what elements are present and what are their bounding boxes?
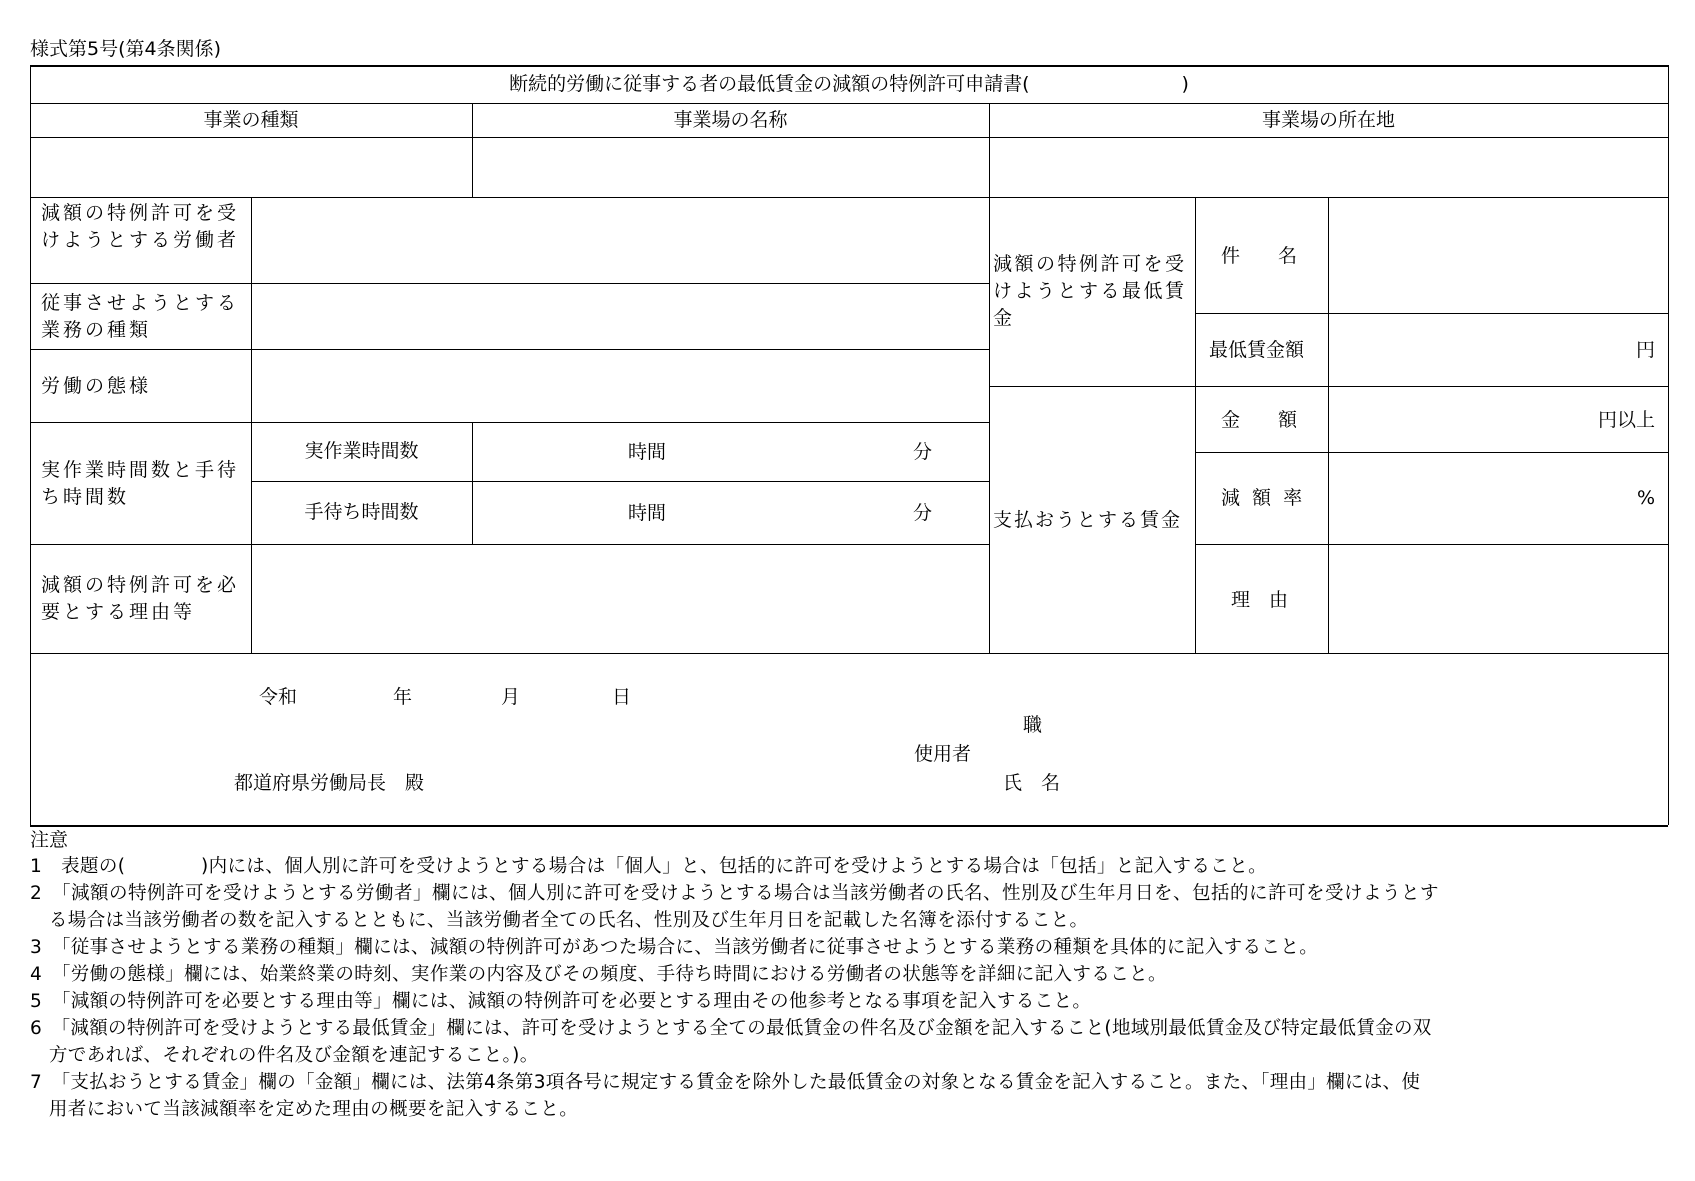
label-worker: 減額の特例許可を受けようとする労働者 bbox=[41, 202, 240, 251]
note-line: 用者において当該減額率を定めた理由の概要を記入すること。 bbox=[30, 1099, 579, 1120]
label-standby-hours: 手待ち時間数 bbox=[304, 501, 419, 524]
label-position: 職 bbox=[1023, 714, 1043, 736]
label-min-wage-amount: 最低賃金額 bbox=[1209, 339, 1305, 361]
task-field[interactable] bbox=[252, 284, 988, 348]
label-employer: 使用者 bbox=[914, 743, 972, 765]
workplace-address-field[interactable] bbox=[990, 138, 1667, 196]
note-line: 7 「支払おうとする賃金」欄の「金額」欄には、法第4条第3項各号に規定する賃金を除外した最低賃金の対象となる賃金を記入すること。また、「理由」欄には、使 bbox=[30, 1072, 1421, 1093]
note-line: 6 「減額の特例許可を受けようとする最低賃金」欄には、許可を受けようとする全ての最低賃金の件名及び金額を記入すること(地域別最低賃金及び特定最低賃金の双 bbox=[30, 1018, 1432, 1039]
worker-field[interactable] bbox=[252, 198, 988, 282]
label-wage-reason: 理 由 bbox=[1231, 589, 1289, 611]
business-type-field[interactable] bbox=[31, 138, 471, 196]
form-number: 様式第5号(第4条関係) bbox=[30, 38, 222, 60]
yen-unit: 円 bbox=[1635, 339, 1655, 361]
note-line: る場合は当該労働者の数を記入するとともに、当該労働者全ての氏名、性別及び生年月日を記載した名簿を添付すること。 bbox=[30, 910, 1089, 931]
note-line: 2 「減額の特例許可を受けようとする労働者」欄には、個人別に許可を受けようとする場合は当該労働者の氏名、性別及び生年月日を、包括的に許可を受けようとす bbox=[30, 883, 1440, 904]
case-name-field[interactable] bbox=[1329, 198, 1667, 312]
note-line: 4 「労働の態様」欄には、始業終業の時刻、実作業の内容及びその頻度、手待ち時間における労働者の状態等を詳細に記入すること。 bbox=[30, 964, 1167, 985]
actual-minute-unit: 分 bbox=[913, 441, 933, 463]
label-case-name: 件 名 bbox=[1221, 245, 1298, 267]
percent-unit: % bbox=[1636, 487, 1655, 509]
note-line: 1 表題の( )内には、個人別に許可を受けようとする場合は「個人」と、包括的に許可を受けようとする場合は「包括」と記入すること。 bbox=[30, 856, 1268, 877]
yen-or-more-unit: 円以上 bbox=[1597, 409, 1655, 431]
work-mode-field[interactable] bbox=[252, 350, 988, 421]
note-line: 5 「減額の特例許可を必要とする理由等」欄には、減額の特例許可を必要とする理由その他参考となる事項を記入すること。 bbox=[30, 991, 1092, 1012]
standby-hour-unit: 時間 bbox=[628, 502, 667, 524]
label-task: 従事させようとする業務の種類 bbox=[41, 292, 240, 341]
header-business-type: 事業の種類 bbox=[203, 108, 299, 131]
addressee: 都道府県労働局長 殿 bbox=[234, 772, 425, 794]
label-wage-to-pay: 支払おうとする賃金 bbox=[993, 509, 1183, 531]
label-name: 氏 名 bbox=[1003, 772, 1061, 794]
header-workplace-address: 事業場の所在地 bbox=[1261, 108, 1395, 131]
wage-reason-field[interactable] bbox=[1329, 545, 1667, 652]
actual-hour-unit: 時間 bbox=[628, 441, 667, 463]
standby-minute-unit: 分 bbox=[913, 502, 933, 524]
date-year: 年 bbox=[393, 686, 413, 708]
date-month: 月 bbox=[501, 686, 521, 708]
date-era: 令和 bbox=[259, 686, 298, 708]
form-title: 断続的労働に従事する者の最低賃金の減額の特例許可申請書( ) bbox=[509, 72, 1189, 95]
label-work-mode: 労働の態様 bbox=[41, 375, 152, 397]
note-line: 3 「従事させようとする業務の種類」欄には、減額の特例許可があつた場合に、当該労働者に従事させようとする業務の種類を具体的に記入すること。 bbox=[30, 937, 1319, 958]
label-reason: 減額の特例許可を必要とする理由等 bbox=[41, 574, 240, 623]
note-line: 方であれば、それぞれの件名及び金額を連記すること。)。 bbox=[30, 1045, 539, 1066]
label-hours: 実作業時間数と手待ち時間数 bbox=[41, 459, 240, 508]
label-min-wage: 減額の特例許可を受けようとする最低賃金 bbox=[993, 253, 1187, 329]
label-amount: 金 額 bbox=[1221, 409, 1298, 431]
date-day: 日 bbox=[612, 686, 632, 708]
label-actual-hours: 実作業時間数 bbox=[304, 440, 419, 463]
label-reduction-rate: 減 額 率 bbox=[1221, 487, 1306, 509]
header-workplace-name: 事業場の名称 bbox=[673, 108, 788, 131]
workplace-name-field[interactable] bbox=[473, 138, 988, 196]
notes-heading: 注意 bbox=[30, 829, 69, 851]
reason-field[interactable] bbox=[252, 545, 988, 652]
